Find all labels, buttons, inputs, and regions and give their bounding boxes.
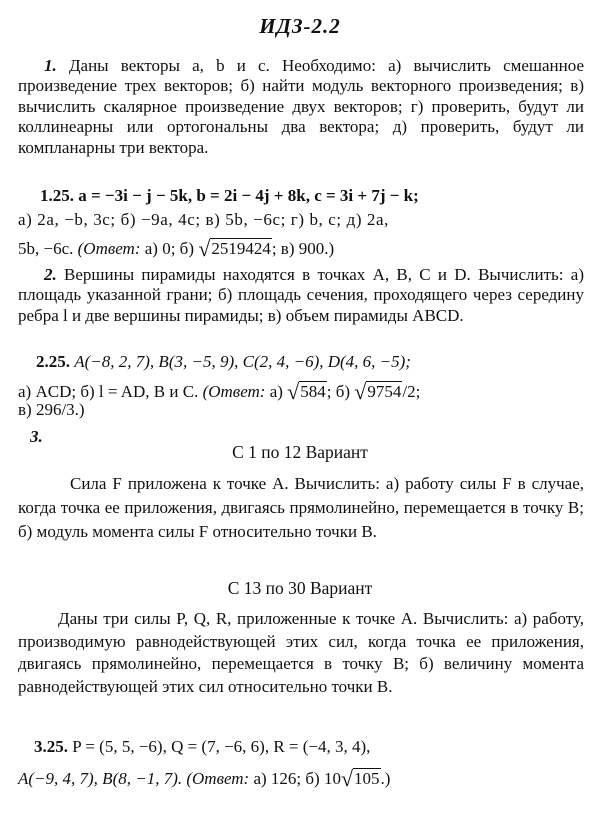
task1-answer-rest: ; в) 900.) <box>271 239 335 258</box>
task2-answer-c: в) 296/3.) <box>18 400 85 419</box>
task1-items: а) 2a, −b, 3c; б) −9a, 4c; в) 5b, −6c; г) b, c; д) 2a, <box>18 210 390 229</box>
task3-heading-2: С 13 по 30 Вариант <box>227 578 373 598</box>
task3-variant-number: 3.25. <box>34 737 68 756</box>
task1-number: 1. <box>44 56 57 75</box>
task2-answer-a: а) <box>269 382 283 401</box>
task1-answer-label: (Ответ: <box>77 239 141 258</box>
task1-items2: 5b, −6c. <box>18 239 74 258</box>
task3-number: 3. <box>30 427 43 446</box>
task2-variant-number: 2.25. <box>36 352 70 371</box>
task1-answer-a: а) 0; б) <box>144 239 194 258</box>
task1-answer-root: 2519424 <box>211 239 271 258</box>
page-title: ИДЗ-2.2 <box>259 14 341 38</box>
task2-answer-c-line <box>18 400 85 420</box>
task3-heading-1: С 1 по 12 Вариант <box>232 442 368 462</box>
task3-forces: P = (5, 5, −6), Q = (7, −6, 6), R = (−4, 3, 4), <box>72 737 371 756</box>
task3-answer-label: (Ответ: <box>186 769 250 788</box>
task2-variant-line <box>36 352 411 372</box>
sqrt-symbol: √105 <box>340 766 380 791</box>
task1-text: Даны векторы a, b и c. Необходимо: а) вычислить смешанное произведение трех векторов; б) найти модуль векторного произведения; в) вычислить скалярное произведение двух векторов; г) проверить, будут ли коллинеарны или ортогональны два вектора; д) проверить, будут ли компланарны три вектора. <box>18 56 584 157</box>
task1-answer-line <box>18 234 334 260</box>
sqrt-symbol: √2519424 <box>198 236 271 261</box>
task2-answer-b-tail: /2; <box>402 382 421 401</box>
task2-text: Вершины пирамиды находятся в точках A, B, C и D. Вычислить: а) площадь указанной грани; б) площадь сечения, проходящего через середину ребра l и две вершины пирамиды; в) объем пирамиды ABCD. <box>18 265 585 325</box>
task2-items: а) ACD; б) l = AD, B и C. <box>18 382 199 401</box>
task3-answer-line <box>18 764 390 790</box>
task2-root2: 9754 <box>367 382 402 401</box>
task3-answer-root: 105 <box>354 769 380 788</box>
task1-vectors: a = −3i − j − 5k, b = 2i − 4j + 8k, c = 3i + 7j − k; <box>78 186 419 205</box>
task2-points: A(−8, 2, 7), B(3, −5, 9), C(2, 4, −6), D(4, 6, −5); <box>74 352 411 371</box>
task1-variant-line <box>40 186 419 206</box>
task2-answer-label: (Ответ: <box>202 382 266 401</box>
sqrt-symbol: √584 <box>287 379 326 404</box>
task3-variant-line <box>34 737 370 757</box>
task3-answer-tail: .) <box>380 769 391 788</box>
task2-root1: 584 <box>300 382 326 401</box>
task1-variant-number: 1.25. <box>40 186 74 205</box>
task1-paragraph <box>18 56 584 158</box>
task2-paragraph <box>18 265 584 326</box>
task3-points: A(−9, 4, 7), B(8, −1, 7). <box>18 769 183 788</box>
task2-answer-b: ; б) <box>326 382 351 401</box>
task3-text1: Сила F приложена к точке A. Вычислить: а) работу силы F в случае, когда точка ее приложения, двигаясь прямолинейно, перемещается в точку B; б) модуль момента силы F относительно точки B. <box>18 474 584 541</box>
task1-items-line <box>18 210 389 230</box>
sqrt-symbol: √9754 <box>354 379 402 404</box>
task2-number: 2. <box>44 265 57 284</box>
task3-text2: Даны три силы P, Q, R, приложенные к точке A. Вычислить: а) работу, производимую равнодействующей этих сил, когда точка ее приложения, двигаясь прямолинейно, перемещается в точку B; б) величину момента равнодействующей этих сил относительно точки B. <box>18 609 584 696</box>
task3-answer-a: а) 126; б) 10 <box>253 769 341 788</box>
